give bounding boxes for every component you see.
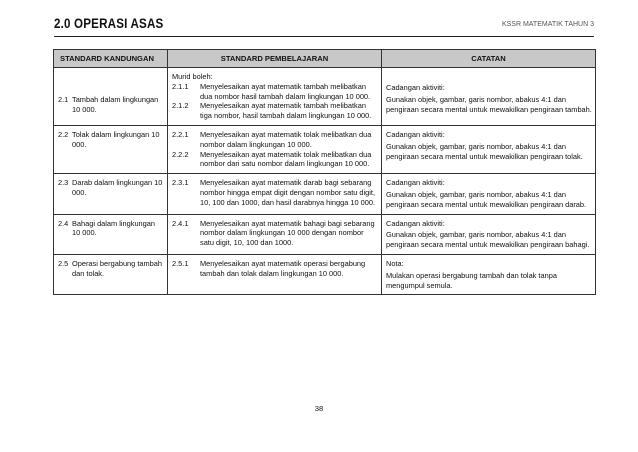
intro-text: Murid boleh: bbox=[172, 72, 213, 81]
standard-text: Darab dalam lingkungan 10 000. bbox=[72, 178, 163, 197]
note-body: Mulakan operasi bergabung tambah dan tolak tanpa mengumpul semula. bbox=[386, 270, 557, 290]
note-body: Gunakan objek, gambar, garis nombor, abakus 4:1 dan pengiraan secara mental untuk mewakilkan pengiraan bahagi. bbox=[386, 230, 590, 250]
catatan-cell bbox=[382, 68, 596, 126]
learning-standard-item bbox=[172, 130, 378, 150]
learning-standard-item bbox=[172, 178, 378, 207]
standard-item bbox=[58, 95, 164, 115]
table-header-row bbox=[54, 50, 596, 68]
learning-standard-number: 2.3.1 bbox=[172, 178, 189, 188]
catatan-cell bbox=[382, 254, 596, 294]
learning-standard-number: 2.2.1 bbox=[172, 129, 189, 139]
standard-number: 2.3 bbox=[58, 178, 69, 188]
standard-kandungan-cell bbox=[54, 254, 168, 294]
standard-pembelajaran-cell bbox=[168, 68, 382, 126]
table-row bbox=[54, 254, 596, 294]
note-heading: Cadangan aktiviti: bbox=[386, 83, 445, 92]
learning-standard-text: Menyelesaikan ayat matematik tolak melibatkan dua nombor dari satu nombor dalam lingkungan 10 000. bbox=[200, 149, 372, 169]
note-body: Gunakan objek, gambar, garis nombor, abakus 4:1 dan pengiraan secara mental untuk mewakilkan pengiraan tambah. bbox=[386, 94, 592, 114]
standard-kandungan-cell bbox=[54, 174, 168, 214]
learning-standard-item bbox=[172, 150, 378, 170]
standard-kandungan-cell bbox=[54, 68, 168, 126]
standard-number: 2.5 bbox=[58, 258, 69, 268]
standard-kandungan-cell bbox=[54, 214, 168, 254]
catatan-cell bbox=[382, 214, 596, 254]
learning-standard-text: Menyelesaikan ayat matematik tambah melibatkan dua nombor hasil tambah dalam lingkungan 10 000. bbox=[200, 81, 371, 101]
learning-standard-text: Menyelesaikan ayat matematik bahagi bagi sebarang nombor dalam lingkungan 10 000 dengan nombor satu digit, 10, 100 dan 1000. bbox=[200, 218, 375, 248]
page-number: 38 bbox=[314, 404, 324, 413]
learning-standard-number: 2.1.1 bbox=[172, 81, 189, 91]
learning-standard-item bbox=[172, 82, 378, 102]
table-row bbox=[54, 174, 596, 214]
header-standard-pembelajaran: STANDARD PEMBELAJARAN bbox=[168, 50, 382, 68]
learning-standard-text: Menyelesaikan ayat matematik tolak melibatkan dua nombor dalam lingkungan 10 000. bbox=[200, 129, 372, 149]
standard-text: Tambah dalam lingkungan 10 000. bbox=[72, 95, 159, 114]
learning-standard-item bbox=[172, 101, 378, 121]
note-heading: Cadangan aktiviti: bbox=[386, 178, 445, 188]
standard-kandungan-cell bbox=[54, 125, 168, 173]
standard-text: Tolak dalam lingkungan 10 000. bbox=[72, 129, 160, 149]
standard-text: Operasi bergabung tambah dan tolak. bbox=[72, 258, 162, 278]
learning-standard-text: Menyelesaikan ayat matematik tambah melibatkan tiga nombor, hasil tambah dalam lingkungan 10 000. bbox=[200, 101, 372, 121]
learning-standard-number: 2.4.1 bbox=[172, 218, 189, 228]
standard-number: 2.2 bbox=[58, 129, 69, 139]
standard-number: 2.4 bbox=[58, 218, 69, 228]
page-title: 2.0 OPERASI ASAS bbox=[54, 16, 164, 31]
header-standard-kandungan: STANDARD KANDUNGAN bbox=[54, 50, 168, 68]
header-catatan: CATATAN bbox=[382, 50, 596, 68]
standard-pembelajaran-cell bbox=[168, 254, 382, 294]
catatan-cell bbox=[382, 125, 596, 173]
note-body: Gunakan objek, gambar, garis nombor, abakus 4:1 dan pengiraan secara mental untuk mewakilkan pengiraan darab. bbox=[386, 189, 587, 209]
header-divider bbox=[54, 36, 594, 37]
learning-standard-text: Menyelesaikan ayat matematik darab bagi sebarang nombor hingga empat digit dengan nombor satu digit, 10, 100 dan 1000, dan hasil darabnya hingga 10 000. bbox=[200, 178, 376, 207]
standard-pembelajaran-cell bbox=[168, 174, 382, 214]
document-series-label: KSSR MATEMATIK TAHUN 3 bbox=[501, 21, 594, 28]
standard-pembelajaran-cell bbox=[168, 214, 382, 254]
standard-text: Bahagi dalam lingkungan 10 000. bbox=[72, 218, 156, 238]
standard-item bbox=[58, 219, 164, 239]
note-heading: Cadangan aktiviti: bbox=[386, 129, 445, 139]
learning-standard-text: Menyelesaikan ayat matematik operasi bergabung tambah dan tolak dalam lingkungan 10 000. bbox=[200, 258, 366, 278]
table-row bbox=[54, 125, 596, 173]
standard-pembelajaran-cell bbox=[168, 125, 382, 173]
note-heading: Cadangan aktiviti: bbox=[386, 218, 445, 228]
standard-number: 2.1 bbox=[58, 95, 69, 104]
standard-item bbox=[58, 178, 164, 198]
learning-standard-number: 2.1.2 bbox=[172, 101, 189, 111]
learning-standard-item bbox=[172, 219, 378, 248]
curriculum-table bbox=[53, 49, 596, 295]
learning-standard-number: 2.2.2 bbox=[172, 149, 189, 159]
catatan-cell bbox=[382, 174, 596, 214]
standard-item bbox=[58, 259, 164, 279]
standard-item bbox=[58, 130, 164, 150]
note-body: Gunakan objek, gambar, garis nombor, abakus 4:1 dan pengiraan secara mental untuk mewakilkan pengiraan tolak. bbox=[386, 141, 583, 161]
table-row bbox=[54, 214, 596, 254]
learning-standard-item bbox=[172, 259, 378, 279]
note-heading: Nota: bbox=[386, 258, 404, 268]
table-row bbox=[54, 68, 596, 126]
learning-standard-number: 2.5.1 bbox=[172, 258, 189, 268]
